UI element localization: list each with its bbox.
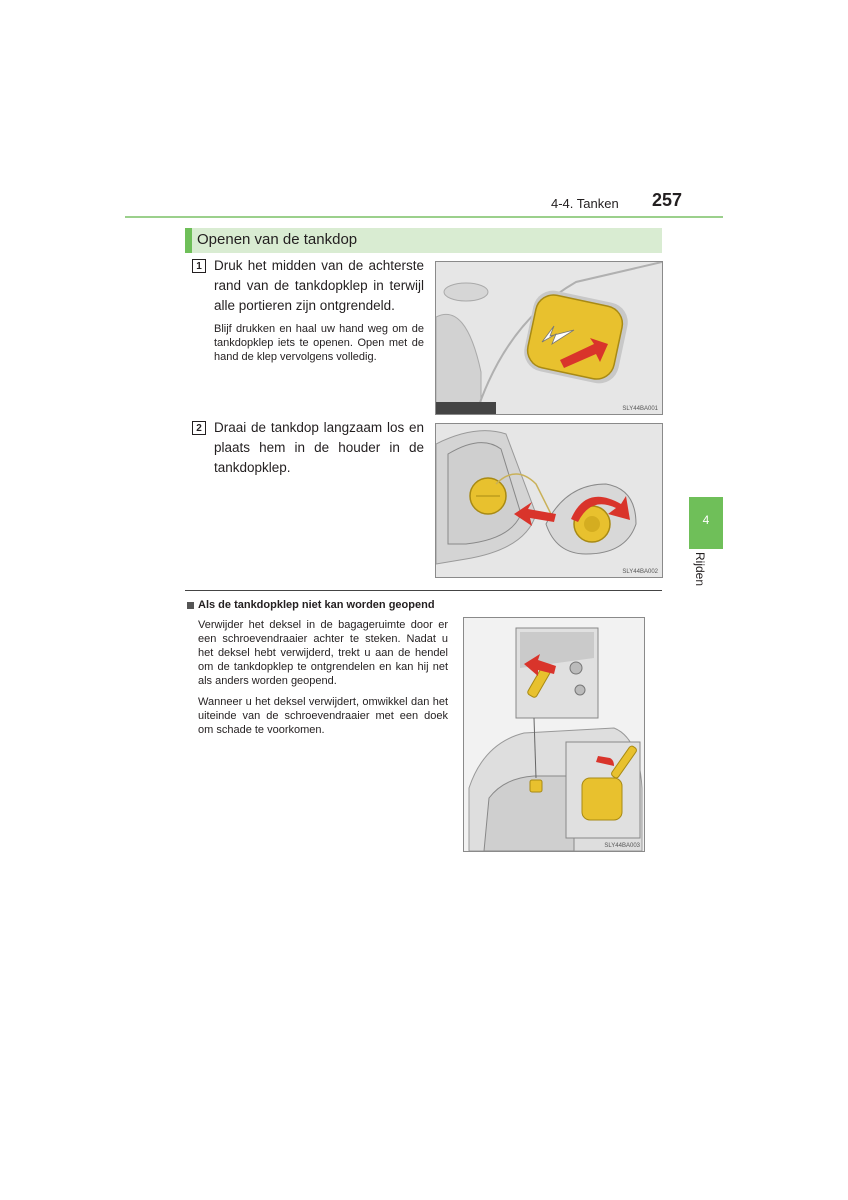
- section-divider: [185, 590, 662, 591]
- step-number-2: 2: [192, 421, 206, 435]
- figure-code-2: SLY44BA002: [622, 569, 658, 575]
- figure-code-1: SLY44BA001: [622, 406, 658, 412]
- chapter-tab: 4: [689, 497, 723, 549]
- step-1-text: Druk het midden van de achterste rand van de tankdopklep in terwijl alle portieren zijn ontgrendeld.: [214, 258, 424, 313]
- figure-luggage-release: [463, 617, 645, 852]
- chapter-label: Rijden: [693, 552, 707, 587]
- subsection-paragraph-1: Verwijder het deksel in de bagageruimte door er een schroevendraaier achter te steken. Nadat u het deksel hebt verwijderd, trekt u aan de hendel om de tankdopklep te ontgrendelen en kan hij net als anders worden geopend.: [198, 619, 448, 687]
- subsection-paragraph-2: Wanneer u het deksel verwijdert, omwikkel dan het uiteinde van de schroevendraaier met een doek om schade te voorkomen.: [198, 696, 448, 736]
- subsection-heading: Als de tankdopklep niet kan worden geopend: [198, 599, 435, 611]
- section-title: Openen van de tankdop: [197, 231, 358, 248]
- page-number: 257: [652, 190, 683, 210]
- fuel-cap-illustration: [436, 424, 662, 577]
- step-2-text: Draai de tankdop langzaam los en plaats hem in de houder in de tankdopklep.: [214, 420, 424, 475]
- figure-fuel-cap-removal: [435, 423, 663, 578]
- step-number-1: 1: [192, 259, 206, 273]
- fuel-door-illustration: [436, 262, 662, 414]
- header-rule: [125, 216, 723, 218]
- bullet-square-icon: [187, 602, 194, 609]
- step-1-note: Blijf drukken en haal uw hand weg om de tankdopklep iets te openen. Open met de hand de klep vervolgens volledig.: [214, 323, 424, 363]
- luggage-release-illustration: [464, 618, 644, 851]
- figure-fuel-door-push: [435, 261, 663, 415]
- running-header-section: 4-4. Tanken: [551, 196, 619, 211]
- figure-code-3: SLY44BA003: [604, 843, 640, 849]
